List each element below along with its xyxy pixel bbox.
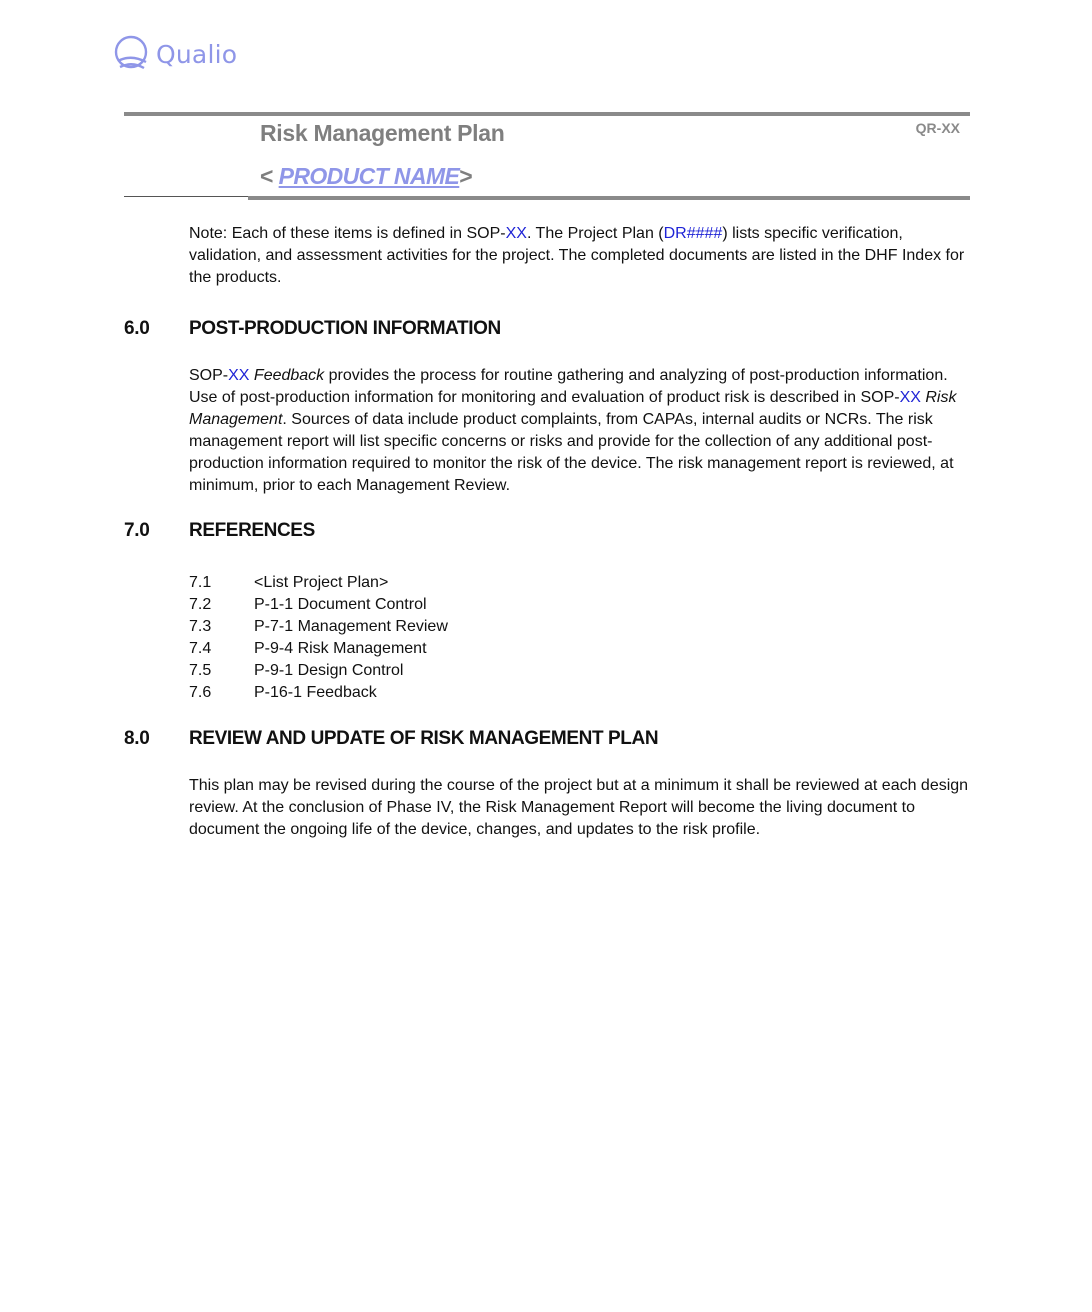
logo-text: Qualio xyxy=(156,39,238,69)
sop-feedback-link[interactable]: XX xyxy=(228,367,250,384)
reference-item xyxy=(189,594,448,616)
qualio-logo-icon xyxy=(112,34,150,74)
product-suffix: > xyxy=(459,163,473,189)
header-top-rule xyxy=(124,112,970,116)
section-8-title: REVIEW AND UPDATE OF RISK MANAGEMENT PLAN xyxy=(189,728,659,749)
section-8-number: 8.0 xyxy=(124,728,150,749)
reference-number: 7.5 xyxy=(189,662,212,679)
reference-text: P-16-1 Feedback xyxy=(254,684,377,701)
section-7-number: 7.0 xyxy=(124,520,150,541)
reference-item xyxy=(189,616,448,638)
reference-text: P-1-1 Document Control xyxy=(254,596,427,613)
header-left-rule xyxy=(124,196,248,197)
header-bottom-rule xyxy=(248,196,970,200)
reference-text: P-9-1 Design Control xyxy=(254,662,404,679)
body-text: . Sources of data include product complaints, from CAPAs, internal audits or NCRs. The risk management report will list specific concerns or risks and provide for the collection of any additional post-production information required to monitor the risk of the device. The risk management report is reviewed, at minimum, prior to each Management Review. xyxy=(189,411,954,494)
reference-number: 7.6 xyxy=(189,684,212,701)
section-8-body: This plan may be revised during the course of the project but at a minimum it shall be reviewed at each design review. At the conclusion of Phase IV, the Risk Management Report will become the living document to document the ongoing life of the device, changes, and updates to the risk profile. xyxy=(189,777,969,838)
body-italic: Risk Management xyxy=(189,389,957,428)
product-prefix: < xyxy=(260,163,279,189)
reference-number: 7.1 xyxy=(189,574,212,591)
references-list xyxy=(189,572,448,704)
note-text: ) lists specific verification, validation, and assessment activities for the project. The completed documents are listed in the DHF Index for the products. xyxy=(189,225,965,286)
reference-item xyxy=(189,638,448,660)
product-name-line xyxy=(260,163,472,190)
section-6-title: POST-PRODUCTION INFORMATION xyxy=(189,318,501,339)
body-italic: Feedback xyxy=(249,367,325,384)
reference-text: P-9-4 Risk Management xyxy=(254,640,427,657)
note-paragraph xyxy=(189,223,979,289)
reference-number: 7.4 xyxy=(189,640,212,657)
product-name-field[interactable]: PRODUCT NAME xyxy=(278,163,460,189)
reference-number: 7.2 xyxy=(189,596,212,613)
section-7-title: REFERENCES xyxy=(189,520,315,541)
section-6-number: 6.0 xyxy=(124,318,150,339)
reference-item xyxy=(189,660,448,682)
document-code: QR-XX xyxy=(915,120,960,136)
reference-text: <List Project Plan> xyxy=(254,574,389,591)
reference-text: P-7-1 Management Review xyxy=(254,618,448,635)
body-text: SOP- xyxy=(189,367,229,384)
note-text: . The Project Plan ( xyxy=(526,225,664,242)
sop-risk-link[interactable]: XX xyxy=(899,389,921,406)
section-6-body xyxy=(189,365,979,497)
body-text: provides the process for routine gathering and analyzing of post-production information. Use of post-production information for monitoring and evaluation of product risk is described in SOP- xyxy=(189,367,948,406)
sop-link[interactable]: XX xyxy=(505,225,527,242)
qualio-logo xyxy=(112,34,237,74)
reference-item xyxy=(189,572,448,594)
note-text: Note: Each of these items is defined in SOP- xyxy=(189,225,506,242)
reference-item xyxy=(189,682,448,704)
document-title: Risk Management Plan xyxy=(260,120,505,146)
dr-link[interactable]: DR#### xyxy=(663,225,723,242)
reference-number: 7.3 xyxy=(189,618,212,635)
